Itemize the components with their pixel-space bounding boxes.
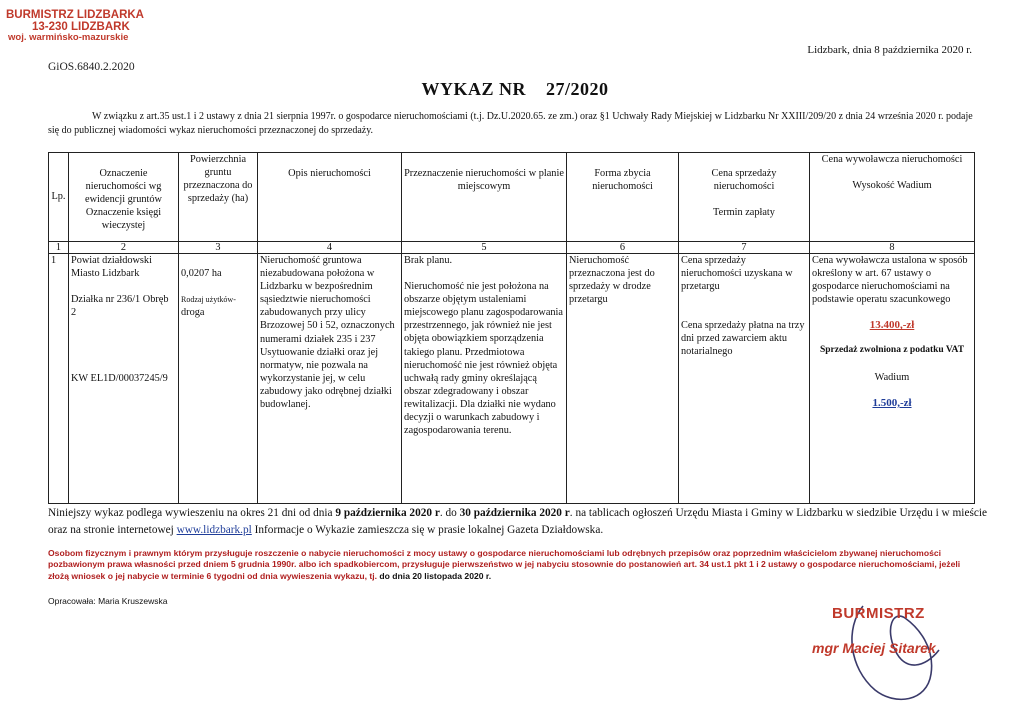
header-wywolawcza-line2: Wysokość Wadium [852,180,932,192]
prepared-by: Opracowała: Maria Kruszewska [48,596,168,606]
cell-lp: 1 [49,254,69,504]
header-wywolawcza-line1: Cena wywoławcza nieruchomości [821,154,963,165]
cell-cena [679,254,810,504]
signature-title: BURMISTRZ [832,605,925,622]
header-przeznaczenie: Przeznaczenie nieruchomości w planie miejscowym [402,153,567,242]
stamp-line-2: 13-230 LIDZBARK [32,21,130,34]
reference-number: GiOS.6840.2.2020 [48,61,135,73]
column-number: 4 [258,242,402,254]
header-forma: Forma zbycia nieruchomości [567,153,679,242]
column-number: 3 [179,242,258,254]
stamp-line-3: woj. warmińsko-mazurskie [8,32,129,44]
start-date: 9 października 2020 r [335,507,440,519]
cell-przeznaczenie [402,254,567,504]
column-number: 1 [49,242,69,254]
header-cena-line2: Termin zapłaty [713,207,775,219]
header-lp: Lp. [49,153,69,242]
cell-oznaczenie [69,254,179,504]
column-number: 5 [402,242,567,254]
area-value: 0,0207 ha [181,268,222,279]
column-number: 7 [679,242,810,254]
vat-note: Sprzedaż zwolniona z podatku VAT [819,345,965,356]
intro-paragraph [48,110,974,138]
deposit-value: 1.500,-zł [872,396,912,409]
end-date: 30 października 2020 r [459,507,570,519]
document-title: WYKAZ NR 27/2020 [421,79,609,99]
column-number: 6 [567,242,679,254]
header-opis: Opis nieruchomości [258,153,402,242]
official-stamp [6,9,144,43]
header-wywolawcza [810,153,975,242]
legal-deadline: do dnia 20 listopada 2020 r. [379,570,492,581]
cell-wywolawcza [810,254,975,504]
cell-opis: Nieruchomość gruntowa niezabudowana położona w Lidzbarku w bezpośrednim sąsiedztwie nieruchomości zabudowanych przy ulicy Brzozowej 50 i 52, oznaczonych numerami działek 235 i 237 Usytuowanie działki oraz jej normatyw, nie pozwala na wykorzystanie jej, w celu zabudowy jako odrębnej działki budowlanej. [258,254,402,504]
plan-description: Nieruchomość nie jest położona na obszarze objętym ustaleniami miejscowego planu zagospodarowania przestrzennego, jak również nie jest objęta obowiązkiem sporządzenia takiego planu. Przedmiotowa nieruchomość nie jest również objęta uchwałą rady gminy określającą obszar zdegradowany i obszar rewitalizacji. Dla działki nie wydano decyzji o warunkach zabudowy i zagospodarowania terenu. [404,281,563,437]
sale-price-text: Cena sprzedaży nieruchomości uzyskana w przetargu [681,255,793,293]
header-oznaczenie: Oznaczenie nieruchomości wg ewidencji gruntów Oznaczenie księgi wieczystej [69,153,179,242]
land-use-value: droga [181,307,205,319]
website-link[interactable]: www.lidzbark.pl [176,524,252,536]
parcel-text: Działka nr 236/1 Obręb 2 [71,294,169,319]
starting-price-value: 13.400,-zł [869,319,915,332]
cell-forma: Nieruchomość przeznaczona jest do sprzedaży w drodze przetargu [567,254,679,504]
payment-term-text: Cena sprzedaży płatna na trzy dni przed zawarciem aktu notarialnego [681,320,805,358]
header-cena-line1: Cena sprzedaży nieruchomości [711,168,777,193]
deposit-label: Wadium [874,371,910,383]
table-row [49,254,975,504]
column-number: 2 [69,242,179,254]
cell-powierzchnia [179,254,258,504]
stamp-line-1: BURMISTRZ LIDZBARKA [6,9,144,21]
location-text: Powiat działdowski Miasto Lidzbark [71,255,152,280]
property-table [48,152,975,504]
header-cena [679,153,810,242]
starting-price-text: Cena wywoławcza ustalona w sposób określony w art. 67 ustawy o gospodarce nieruchomościami na podstawie operatu szacunkowego [812,255,968,306]
place-date: Lidzbark, dnia 8 października 2020 r. [807,44,972,56]
intro-text: W związku z art.35 ust.1 i 2 ustawy z dnia 21 sierpnia 1997r. o gospodarce nieruchomościami (t.j. Dz.U.2020.65. ze zm.) oraz §1 Uchwały Rady Miejskiej w Lidzbarku Nr XXIII/209/20 z dnia 24 września 2020 r. podaje się do publicznej wiadomości wykaz nieruchomości przeznaczonej do sprzedaży. [48,111,973,136]
column-number-row [49,242,975,254]
priority-rights-note [48,548,978,582]
column-number: 8 [810,242,975,254]
plan-status: Brak planu. [404,255,453,266]
publication-note: Niniejszy wykaz podlega wywieszeniu na okres 21 dni od dnia 9 października 2020 r. do 30 października 2020 r. na tablicach ogłoszeń Urzędu Miasta i Gminy w Lidzbarku w siedzibie Urzędu i w mieście oraz na stronie internetowej www.lidzbark.pl Informacje o Wykazie zamieszcza się w prasie lokalnej Gazeta Działdowska. [48,507,988,536]
header-powierzchnia: Powierzchnia gruntu przeznaczona do sprzedaży (ha) [179,153,258,242]
land-register-text: KW EL1D/00037245/9 [71,373,168,385]
signature-name: mgr Maciej Sitarek [812,640,936,656]
land-use-label: Rodzaj użytków- [181,295,236,305]
legal-text: Osobom fizycznym i prawnym którym przysługuje roszczenie o nabycie nieruchomości z mocy ustawy o gospodarce nieruchomościami lub odrębnych przepisów oraz poprzednim właścicielom zbywanej nieruchomości pozbawionym prawa własności przed dniem 5 grudnia 1990r. albo ich spadkobiercom, przysługuje pierwszeństwo w jej nabyciu stosownie do postanowień art. 34 ust.1 pkt 1 i 2 ustawy o gospodarce nieruchomościami, jeżeli złożą wniosek o jej nabycie w terminie 6 tygodni od dnia wywieszenia wykazu, tj. [48,548,961,581]
